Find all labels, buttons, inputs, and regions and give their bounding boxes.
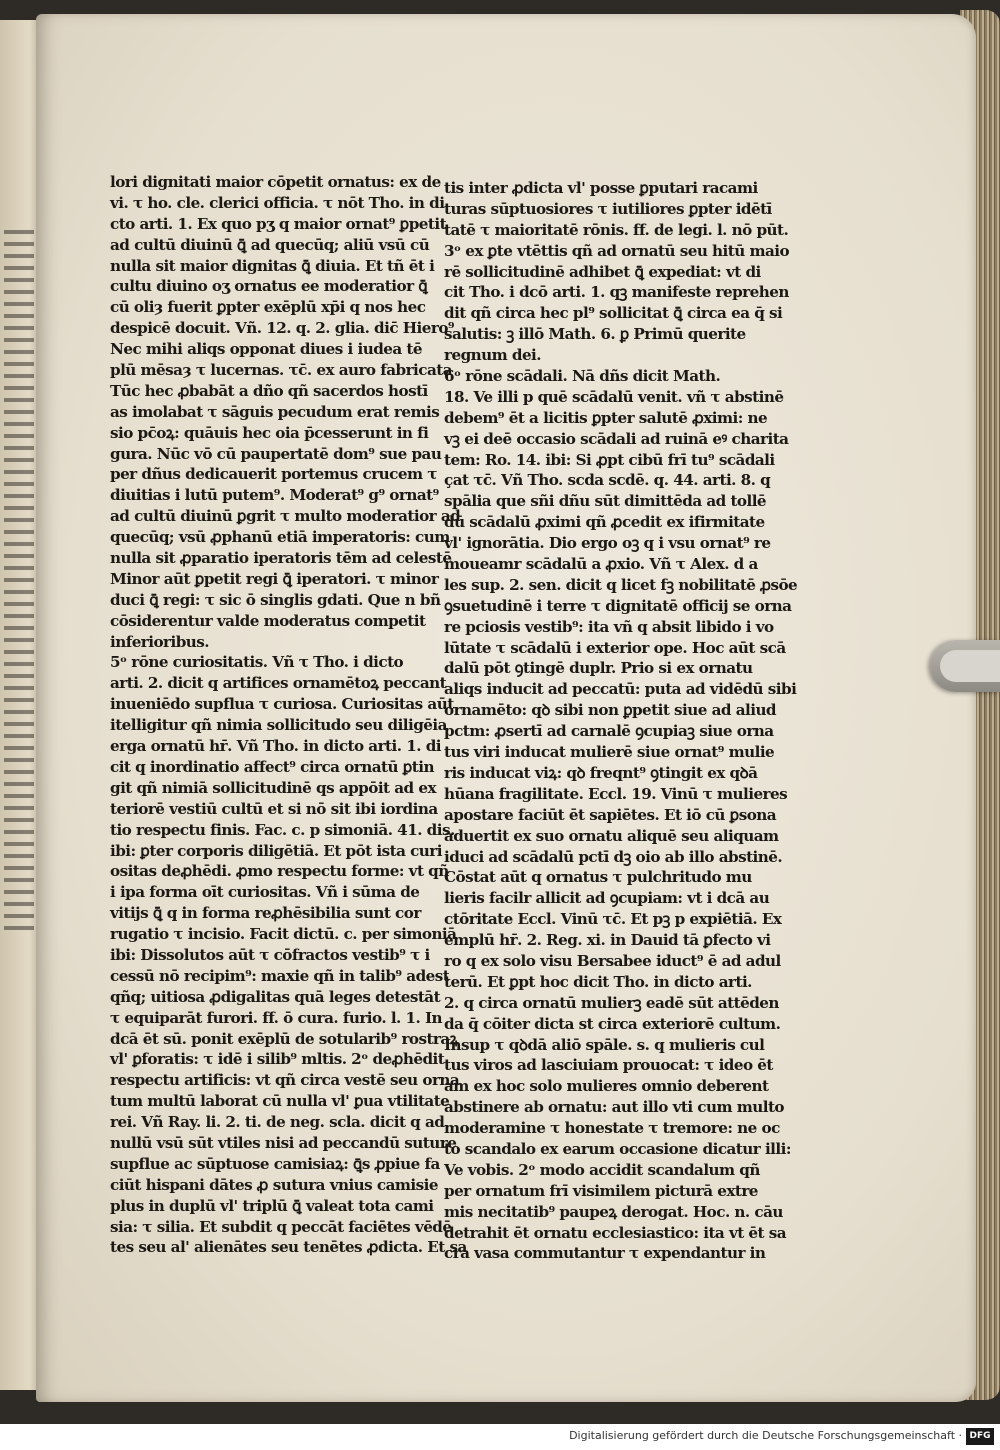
text-line: spālia que sñi dñu sūt dimittēda ad tollē <box>444 492 767 511</box>
text-line: cōsiderentur valde moderatus competit <box>110 611 426 630</box>
text-line: per ornatum frī visimilem picturā extre <box>444 1181 758 1200</box>
text-line: tus viri inducat mulierē siue ornat⁹ mulie <box>444 743 775 762</box>
text-line: cultu diuino oʒ ornatus ee moderatior ꝗ̄ <box>110 277 428 296</box>
text-line: 5ᵒ rōne curiositatis. Vñ τ Tho. i dicto <box>110 653 404 672</box>
text-line: nulla sit ꝓparatio iperatoris tēm ad celestē <box>110 549 452 568</box>
text-line: itelligitur qñ nimia sollicitudo seu diligēia <box>110 716 447 735</box>
text-line: i ipa forma oīt curiositas. Vñ i sūma de <box>110 883 420 902</box>
text-line: tis inter ꝓdicta vl' posse ꝑputari racami <box>444 179 758 197</box>
text-line: vitijs ꝗ̄ q in forma reꝓhēsibilia sunt cor <box>110 904 421 923</box>
text-line: abstinere ab ornatu: aut illo vti cum multo <box>444 1098 784 1117</box>
text-line: dū scādalū ꝓximi qñ ꝓcedit ex ifirmitate <box>444 513 765 532</box>
text-line: gura. Nūc vō cū paupertatē dom⁹ sue pau <box>110 444 442 463</box>
text-line: ro q ex solo visu Bersabee iduct⁹ ē ad adul <box>444 951 781 970</box>
page-clip-inner <box>940 650 1000 682</box>
text-line: aliqs inducit ad peccatū: puta ad vidēdū sibi <box>444 680 797 699</box>
text-line: ornamēto: qꝺ sibi non ꝑpetit siue ad aliud <box>444 701 776 720</box>
text-line: inueniēdo supflua τ curiosa. Curiositas aūt <box>110 695 454 714</box>
text-line: aduertit ex suo ornatu aliquē seu aliquam <box>444 826 779 845</box>
text-line: dalū pōt ꝯtingē duplr. Prio si ex ornatu <box>444 659 753 678</box>
text-line: quecūq; vsū ꝓphanū etiā imperatoris: cum <box>110 528 450 547</box>
text-line: cū oliȝ fuerit ꝑpter exēplū xp̄i q nos hec <box>110 298 426 317</box>
text-line: tum multū laborat cū nulla vl' ꝑua vtilitate <box>110 1092 450 1111</box>
text-line: to scandalo ex earum occasione dicatur illi: <box>444 1139 791 1158</box>
text-line: supflue ac sūptuose camisiaꝝ: ꝗ̄s ꝓpiue fa <box>110 1154 440 1173</box>
text-line: rei. Vñ Ray. li. 2. ti. de neg. scla. dicit q ad <box>110 1113 445 1132</box>
text-line: vi. τ ho. cle. clerici officia. τ nōt Tho. in di <box>110 193 445 212</box>
text-line: git qñ nimiā sollicitudinē qs appōit ad ex <box>110 778 436 797</box>
text-line: 18. Ve illi p quē scādalū venit. vñ τ abstinē <box>444 387 784 406</box>
text-line: 6ᵒ rōne scādali. Nā dñs dicit Math. <box>444 367 721 386</box>
text-line: turas sūptuosiores τ iutiliores ꝑpter idētī <box>444 199 772 218</box>
text-line: ris inducat viꝝ: qꝺ freqnt⁹ ꝯtingit ex qꝺā <box>444 763 758 782</box>
text-line: Tūc hec ꝓbabāt a dño qñ sacerdos hostī <box>110 381 428 400</box>
text-line: da q̄ cōiter dicta st circa exteriorē cultum. <box>444 1014 781 1033</box>
text-line: nullū vsū sūt vtiles nisi ad peccandū suture <box>110 1133 457 1152</box>
text-line: 3ᵒ ex ꝑte vtēttis qñ ad ornatū seu hitū maio <box>444 241 790 260</box>
text-line: tus viros ad lasciuiam prouocat: τ ideo ēt <box>444 1056 773 1075</box>
text-line: pctm: ꝓsertī ad carnalē ꝯcupiaꝫ siue orna <box>444 722 774 741</box>
text-line: rugatio τ incisio. Facit dictū. c. per simoniā <box>110 925 457 944</box>
text-line: ad cultū diuinū ꝗ̄ ad quecūq; aliū vsū cū <box>110 235 430 254</box>
text-line: vl' ignorātia. Dio ergo oꝫ q i vsu ornat⁹ re <box>444 534 771 553</box>
text-line: Nec mihi aliqs opponat diues i iudea tē <box>110 340 422 359</box>
text-line: cit q inordinatio affect⁹ circa ornatū ꝑtin <box>110 757 434 776</box>
text-line: les sup. 2. sen. dicit q licet fꝫ nobilitatē ꝓsōe <box>444 575 798 594</box>
dfg-logo: DFG <box>966 1428 994 1445</box>
text-line: sio pc̄oꝝ: quāuis hec oia p̄cesserunt in fi <box>110 423 429 442</box>
text-line: ibi: Dissolutos aūt τ cōfractos vestib⁹ τ i <box>110 945 430 964</box>
text-line: 2. q circa ornatū mulierꝫ eadē sūt attēden <box>444 993 779 1012</box>
text-line: cto arti. 1. Ex quo pʒ q maior ornat⁹ ꝑpetit <box>110 214 447 233</box>
footer-bar <box>0 1424 1000 1450</box>
text-line: ciūt hispani dātes ꝓ sutura vnius camisie <box>110 1175 438 1194</box>
text-line: ꝯsuetudinē i terre τ dignitatē officij se orna <box>444 596 792 615</box>
page-clip <box>930 640 1000 692</box>
text-line: as imolabat τ sāguis pecudum erat remis <box>110 402 440 421</box>
text-line: erga ornatū hr̄. Vñ Tho. in dicto arti. 1. di <box>110 737 441 756</box>
text-line: am ex hoc solo mulieres omnio deberent <box>444 1077 769 1096</box>
text-line: tem: Ro. 14. ibi: Si ꝓpt cibū frī tu⁹ scādali <box>444 450 775 469</box>
text-line: arti. 2. dicit q artifices ornamētoꝝ peccant <box>110 674 447 693</box>
text-line: lori dignitati maior cōpetit ornatus: ex de <box>110 173 441 191</box>
text-line: re pciosis vestib⁹: ita vñ q absit libido i vo <box>444 617 774 636</box>
text-line: diuitias i lutū putem⁹. Moderat⁹ g⁹ ornat⁹ <box>110 486 439 505</box>
text-line: vl' ꝑforatis: τ idē i silib⁹ mltis. 2ᵒ deꝓhēdit <box>110 1050 445 1069</box>
text-line: plus in duplū vl' triplū ꝗ̄ valeat tota cami <box>110 1196 434 1215</box>
text-line: inferioribus. <box>110 632 210 651</box>
text-line: τ equiparāt furori. ff. ō cura. furio. l. 1. In <box>110 1008 443 1027</box>
text-line: nulla sit maior dignitas ꝗ̄ diuia. Et tñ ēt i <box>110 256 435 275</box>
text-line: ad cultū diuinū ꝑgrit τ multo moderatior ad <box>110 507 461 526</box>
text-line: cit Tho. i dcō arti. 1. qꝫ manifeste reprehen <box>444 283 789 302</box>
text-line: per dñus dedicauerit portemus crucem τ <box>110 465 437 484</box>
text-line: çat τc̄. Vñ Tho. scda scdē. q. 44. arti. 8. q <box>444 471 771 490</box>
text-line: lieris facilr allicit ad ꝯcupiam: vt i dcā au <box>444 889 770 908</box>
text-line: ositas deꝓhēdi. ꝓmo respectu forme: vt qñ <box>110 862 449 881</box>
text-line: salutis: ꝫ illō Math. 6. ꝑ Primū querite <box>444 325 746 344</box>
text-line: lūtate τ scādalū i exterior ope. Hoc aūt scā <box>444 638 786 657</box>
text-line: tio respectu finis. Fac. c. p simoniā. 41. dis. <box>110 820 455 839</box>
text-line: emplū hr̄. 2. Reg. xi. in Dauid tā ꝑfecto vi <box>444 931 771 950</box>
text-line: detrahit ēt ornatu ecclesiastico: ita vt ēt sa <box>444 1223 787 1242</box>
text-line: Minor aūt ꝑpetit regi ꝗ̄ iperatori. τ minor <box>110 569 439 588</box>
left-text-column <box>110 172 467 1258</box>
text-line: moderamine τ honestate τ tremore: ne oc <box>444 1119 780 1138</box>
text-line: ibi: ꝑter corporis diligētiā. Et pōt ista curi <box>110 841 442 860</box>
text-line: ctōritate Eccl. Vinū τc̄. Et pꝫ p expiētiā. Ex <box>444 910 782 929</box>
text-line: Ve vobis. 2ᵒ modo accidit scandalum qñ <box>444 1160 760 1179</box>
text-line: terū. Et ꝑpt hoc dicit Tho. in dicto arti. <box>444 972 752 991</box>
text-line: debem⁹ ēt a licitis ꝑpter salutē ꝓximi: ne <box>444 408 768 427</box>
text-line: teriorē vestiū cultū et si nō sit ibi iordina <box>110 799 438 818</box>
text-line: dit qñ circa hec pl⁹ sollicitat ꝗ̄ circa ea q̄ si <box>444 304 783 323</box>
text-line: tes seu al' alienātes seu tenētes ꝓdicta. Et sa <box>110 1238 467 1257</box>
text-line: sia: τ silia. Et subdit q peccāt faciētes vēdē <box>110 1217 452 1236</box>
text-line: tatē τ maioritatē rōnis. ff. de legi. l. nō pūt. <box>444 220 789 239</box>
text-line: iduci ad scādalū pctī dꝫ oio ab illo abstinē. <box>444 847 783 866</box>
text-line: duci ꝗ̄ regi: τ sic ō singlis gdati. Que n bñ <box>110 590 441 609</box>
text-line: despicē docuit. Vñ. 12. q. 2. glia. dic̄ Hiero⁹ <box>110 319 455 338</box>
text-line: mis necitatib⁹ paupeꝝ derogat. Hoc. n. cāu <box>444 1202 783 1221</box>
text-line: cra vasa commutantur τ expendantur in <box>444 1244 766 1263</box>
text-line: vꝫ ei deē occasio scādali ad ruinā eꝰ charita <box>444 429 789 448</box>
text-line: hūana fragilitate. Eccl. 19. Vinū τ mulieres <box>444 784 788 803</box>
text-line: Insup τ qꝺdā aliō spāle. s. q mulieris cul <box>444 1035 765 1054</box>
text-line: Cōstat aūt q ornatus τ pulchritudo mu <box>444 868 752 887</box>
text-line: qñq; uitiosa ꝓdigalitas quā leges detestāt <box>110 987 441 1006</box>
text-line: plū mēsaȝ τ lucernas. τc̄. ex auro fabricata <box>110 361 452 380</box>
text-line: dcā ēt sū. ponit exēplū de sotularib⁹ rostraꝝ <box>110 1029 458 1048</box>
text-line: cessū nō recipim⁹: maxie qñ in talib⁹ adest <box>110 966 450 985</box>
right-text-column <box>444 178 798 1264</box>
text-line: rē sollicitudinē adhibet ꝗ̄ expediat: vt di <box>444 262 761 281</box>
text-line: regnum dei. <box>444 346 542 365</box>
previous-page-text <box>4 230 34 930</box>
text-line: respectu artificis: vt qñ circa vestē seu orna <box>110 1071 460 1090</box>
text-line: apostare faciūt ēt sapiētes. Et iō cū ꝑsona <box>444 805 777 824</box>
text-line: moueamr scādalū a ꝓxio. Vñ τ Alex. d a <box>444 555 758 574</box>
footer-credit: Digitalisierung gefördert durch die Deutsche Forschungsgemeinschaft · <box>569 1429 962 1442</box>
